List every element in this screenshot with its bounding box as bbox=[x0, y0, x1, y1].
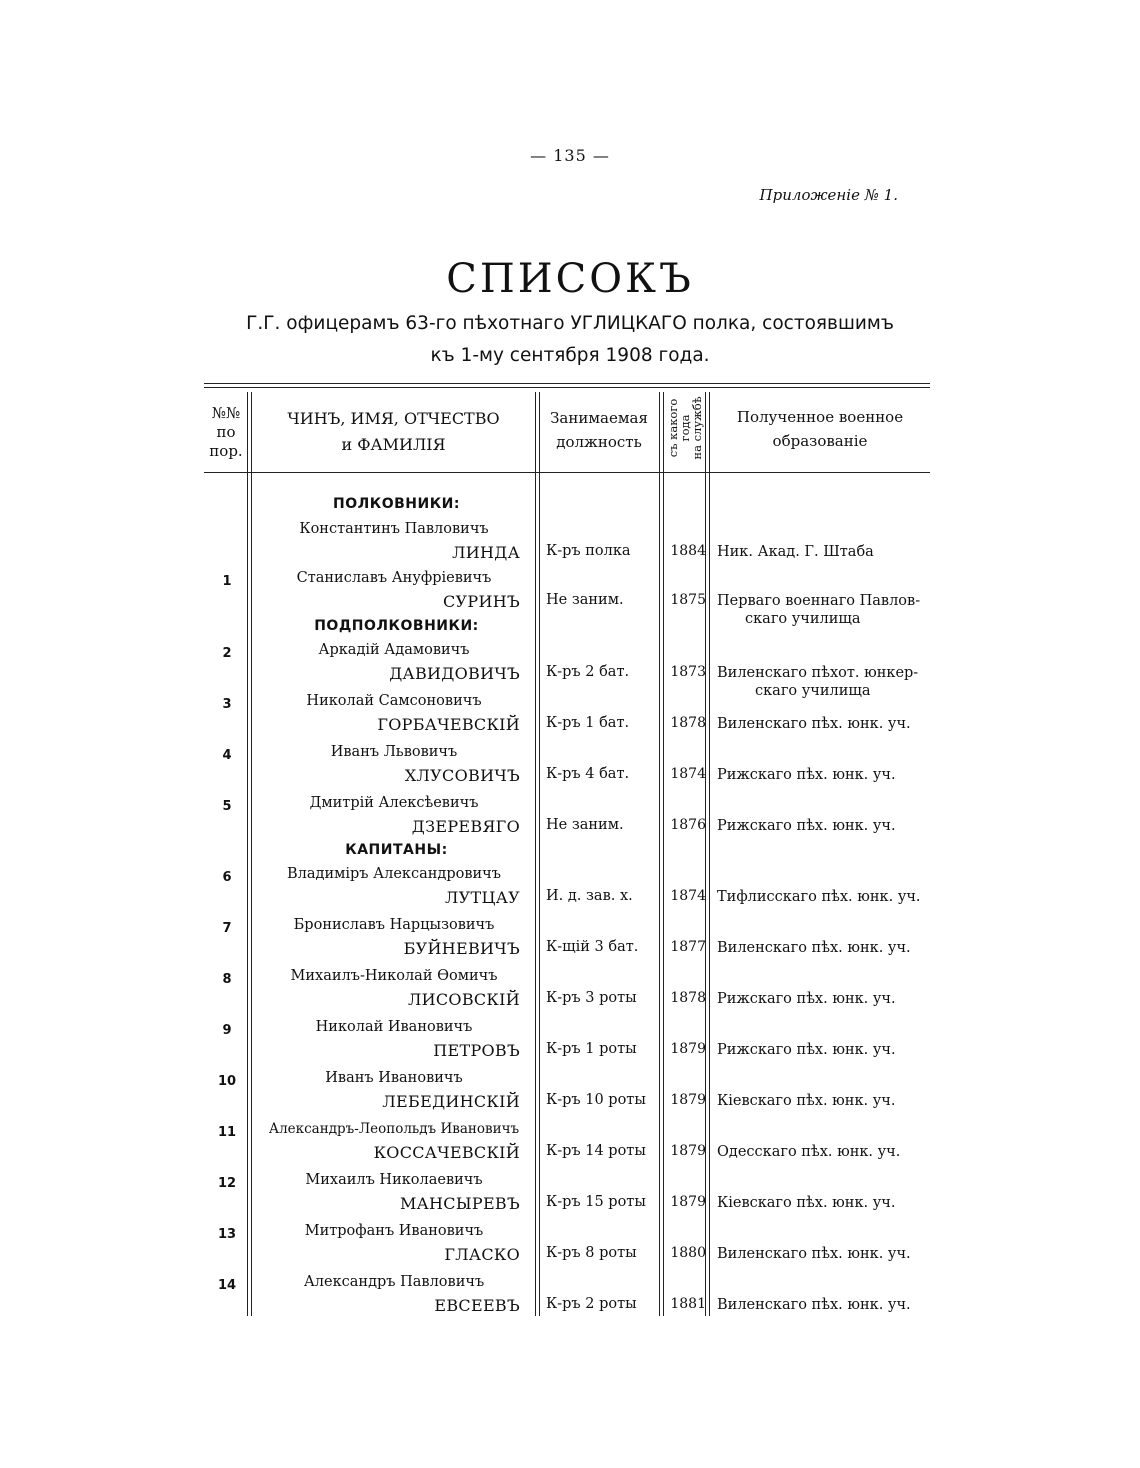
row-number: 5 bbox=[222, 799, 232, 814]
header-number-line-2: по bbox=[216, 423, 236, 441]
table-row bbox=[0, 1070, 1140, 1118]
given-names: Брониславъ Нарцызовичъ bbox=[293, 917, 495, 933]
education bbox=[717, 1092, 932, 1110]
row-number: 2 bbox=[222, 646, 232, 661]
header-number bbox=[204, 404, 248, 461]
given-names: Николай Ивановичъ bbox=[315, 1019, 473, 1035]
education bbox=[717, 1245, 932, 1263]
header-position-line-2: должность bbox=[556, 433, 642, 451]
row-number: 1 bbox=[222, 574, 232, 589]
education bbox=[717, 1194, 932, 1212]
header-year-line-1: съ какого bbox=[666, 398, 680, 458]
header-position-line-1: Занимаемая bbox=[550, 409, 648, 427]
service-year: 1877 bbox=[670, 939, 706, 955]
education bbox=[717, 939, 932, 957]
position: К-ръ 1 роты bbox=[546, 1041, 637, 1057]
table-row bbox=[0, 1274, 1140, 1322]
table-row bbox=[0, 1172, 1140, 1220]
education bbox=[717, 990, 932, 1008]
section-captains: КАПИТАНЫ: bbox=[345, 842, 448, 858]
given-names: Константинъ Павловичъ bbox=[299, 521, 489, 537]
service-year: 1879 bbox=[670, 1092, 706, 1108]
given-names: Иванъ Львовичъ bbox=[330, 744, 458, 760]
header-education bbox=[710, 405, 930, 453]
education-line-1: Рижскаго пѣх. юнк. уч. bbox=[717, 767, 896, 783]
education-line-2: скаго училища bbox=[745, 611, 861, 627]
position: К-ръ 4 бат. bbox=[546, 766, 630, 782]
table-row bbox=[0, 642, 1140, 699]
position: К-ръ 10 роты bbox=[546, 1092, 646, 1108]
table-row bbox=[0, 744, 1140, 792]
service-year: 1881 bbox=[670, 1296, 706, 1312]
table-row bbox=[0, 521, 1140, 569]
given-names: Александръ-Леопольдъ Ивановичъ bbox=[268, 1121, 520, 1137]
education bbox=[717, 592, 932, 628]
education-line-1: Виленскаго пѣх. юнк. уч. bbox=[717, 716, 911, 732]
service-year: 1873 bbox=[670, 664, 706, 680]
section-colonels: ПОЛКОВНИКИ: bbox=[333, 496, 460, 512]
position: Не заним. bbox=[546, 817, 624, 833]
given-names: Аркадій Адамовичъ bbox=[318, 642, 470, 658]
position: К-ръ 3 роты bbox=[546, 990, 637, 1006]
education bbox=[717, 1041, 932, 1059]
header-bottom-rule bbox=[204, 472, 930, 473]
header-year-line-3: на службѣ bbox=[690, 396, 704, 460]
row-number: 10 bbox=[217, 1074, 237, 1089]
education-line-1: Рижскаго пѣх. юнк. уч. bbox=[717, 1042, 896, 1058]
position: К-ръ полка bbox=[546, 543, 631, 559]
surname: ХЛУСОВИЧЪ bbox=[404, 766, 520, 785]
table-row bbox=[0, 917, 1140, 965]
service-year: 1874 bbox=[670, 766, 706, 782]
row-number: 12 bbox=[217, 1176, 237, 1191]
header-number-line-3: пор. bbox=[209, 442, 243, 460]
row-number: 9 bbox=[222, 1023, 232, 1038]
table-row bbox=[0, 795, 1140, 843]
row-number: 11 bbox=[217, 1125, 237, 1140]
education-line-1: Рижскаго пѣх. юнк. уч. bbox=[717, 991, 896, 1007]
table-top-rule bbox=[204, 383, 930, 384]
header-year-line-2: года bbox=[678, 414, 692, 442]
education-line-1: Рижскаго пѣх. юнк. уч. bbox=[717, 818, 896, 834]
surname: ГОРБАЧЕВСКІЙ bbox=[377, 715, 520, 734]
service-year: 1879 bbox=[670, 1194, 706, 1210]
position: К-ръ 8 роты bbox=[546, 1245, 637, 1261]
surname: БУЙНЕВИЧЪ bbox=[403, 939, 520, 958]
service-year: 1874 bbox=[670, 888, 706, 904]
table-row bbox=[0, 866, 1140, 914]
education bbox=[717, 888, 932, 906]
header-year bbox=[667, 391, 703, 465]
given-names: Иванъ Ивановичъ bbox=[325, 1070, 463, 1086]
table-row bbox=[0, 968, 1140, 1016]
education-line-2: скаго училища bbox=[755, 683, 871, 699]
surname: ЛИСОВСКІЙ bbox=[407, 990, 520, 1009]
position: К-ръ 2 роты bbox=[546, 1296, 637, 1312]
row-number: 14 bbox=[217, 1278, 237, 1293]
table-row bbox=[0, 1019, 1140, 1067]
education bbox=[717, 1296, 932, 1314]
surname: ДЗЕРЕВЯГО bbox=[411, 817, 520, 836]
education bbox=[717, 817, 932, 835]
position: Не заним. bbox=[546, 592, 624, 608]
surname: СУРИНЪ bbox=[443, 592, 520, 611]
given-names: Михаилъ-Николай Ѳомичъ bbox=[290, 968, 498, 984]
education-line-1: Кіевскаго пѣх. юнк. уч. bbox=[717, 1093, 896, 1109]
service-year: 1879 bbox=[670, 1143, 706, 1159]
row-number: 4 bbox=[222, 748, 232, 763]
surname: ДАВИДОВИЧЪ bbox=[389, 664, 520, 683]
header-name-line-1: ЧИНЪ, ИМЯ, ОТЧЕСТВО bbox=[287, 409, 500, 428]
document-title: СПИСОКЪ bbox=[446, 256, 694, 302]
service-year: 1878 bbox=[670, 715, 706, 731]
service-year: 1880 bbox=[670, 1245, 706, 1261]
header-number-line-1: №№ bbox=[211, 404, 241, 422]
position: К-ръ 1 бат. bbox=[546, 715, 630, 731]
subtitle-line-2: къ 1-му сентября 1908 года. bbox=[430, 345, 710, 366]
given-names: Митрофанъ Ивановичъ bbox=[304, 1223, 484, 1239]
surname: КОССАЧЕВСКІЙ bbox=[373, 1143, 520, 1162]
appendix-label: Приложеніе № 1. bbox=[759, 186, 898, 204]
position: К-ръ 2 бат. bbox=[546, 664, 630, 680]
education-line-1: Ник. Акад. Г. Штаба bbox=[717, 544, 874, 560]
row-number: 3 bbox=[222, 697, 232, 712]
surname: ЕВСЕЕВЪ bbox=[434, 1296, 520, 1315]
service-year: 1879 bbox=[670, 1041, 706, 1057]
education-line-1: Одесскаго пѣх. юнк. уч. bbox=[717, 1144, 901, 1160]
education bbox=[717, 766, 932, 784]
given-names: Николай Самсоновичъ bbox=[306, 693, 482, 709]
given-names: Александръ Павловичъ bbox=[303, 1274, 485, 1290]
header-education-line-2: образованіе bbox=[772, 432, 868, 450]
position: К-щій 3 бат. bbox=[546, 939, 639, 955]
surname: ЛИНДА bbox=[452, 543, 520, 562]
education-line-1: Перваго военнаго Павлов- bbox=[717, 593, 921, 609]
education bbox=[717, 715, 932, 733]
education-line-1: Виленскаго пѣх. юнк. уч. bbox=[717, 940, 911, 956]
education bbox=[717, 543, 932, 561]
education-line-1: Кіевскаго пѣх. юнк. уч. bbox=[717, 1195, 896, 1211]
row-number: 6 bbox=[222, 870, 232, 885]
service-year: 1878 bbox=[670, 990, 706, 1006]
education bbox=[717, 1143, 932, 1161]
header-name-line-2: и ФАМИЛІЯ bbox=[341, 435, 446, 454]
surname: МАНСЫРЕВЪ bbox=[399, 1194, 520, 1213]
surname: ГЛАСКО bbox=[444, 1245, 520, 1264]
page-number: — 135 — bbox=[530, 146, 610, 165]
surname: ПЕТРОВЪ bbox=[433, 1041, 520, 1060]
table-row bbox=[0, 1121, 1140, 1169]
education-line-1: Тифлисскаго пѣх. юнк. уч. bbox=[717, 889, 921, 905]
header-education-line-1: Полученное военное bbox=[736, 408, 904, 426]
given-names: Михаилъ Николаевичъ bbox=[305, 1172, 483, 1188]
position: И. д. зав. х. bbox=[546, 888, 633, 904]
subtitle-line-1: Г.Г. офицерамъ 63-го пѣхотнаго УГЛИЦКАГО полка, состоявшимъ bbox=[246, 313, 894, 334]
surname: ЛЕБЕДИНСКІЙ bbox=[382, 1092, 520, 1111]
header-position bbox=[540, 406, 658, 454]
service-year: 1884 bbox=[670, 543, 706, 559]
service-year: 1875 bbox=[670, 592, 706, 608]
table-row bbox=[0, 693, 1140, 741]
surname: ЛУТЦАУ bbox=[444, 888, 520, 907]
education-line-1: Виленскаго пѣх. юнк. уч. bbox=[717, 1246, 911, 1262]
position: К-ръ 14 роты bbox=[546, 1143, 646, 1159]
table-top-rule-inner bbox=[204, 387, 930, 388]
given-names: Дмитрій Алексѣевичъ bbox=[309, 795, 479, 811]
row-number: 13 bbox=[217, 1227, 237, 1242]
header-name bbox=[252, 406, 535, 458]
education-line-1: Виленскаго пѣхот. юнкер- bbox=[717, 665, 919, 681]
education-line-1: Виленскаго пѣх. юнк. уч. bbox=[717, 1297, 911, 1313]
section-lt-colonels: ПОДПОЛКОВНИКИ: bbox=[314, 618, 479, 634]
position: К-ръ 15 роты bbox=[546, 1194, 646, 1210]
row-number: 8 bbox=[222, 972, 232, 987]
service-year: 1876 bbox=[670, 817, 706, 833]
table-row bbox=[0, 1223, 1140, 1271]
row-number: 7 bbox=[222, 921, 232, 936]
given-names: Станиславъ Ануфріевичъ bbox=[296, 570, 492, 586]
given-names: Владиміръ Александровичъ bbox=[287, 866, 501, 882]
